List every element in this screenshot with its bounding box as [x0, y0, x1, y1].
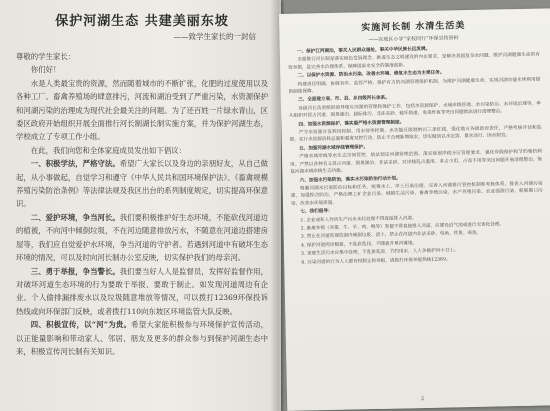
flyer-paragraph: 全面推行河长制是落实绿色发展理念、推进生态文明建设的内在要求，是解决我国复杂水问题、维护河湖健康生命的有效举措，是完善水治理体系、保障国家水安全的制度创新。: [288, 52, 540, 71]
flyer-section-heading: 五、加强河湖水域岸线管理保护。: [298, 145, 368, 152]
letter-point-heading: 四、积极宣传，以“河”为贵。: [30, 320, 132, 330]
flyer-subtitle: ——东坡区小学“家校同行”环保宣传资料: [368, 35, 459, 44]
flyer-section-heading: 七、我们倡导：: [300, 209, 333, 215]
flyer-paragraph: 严守水资源开发利用控制、用水效率控制、水功能区限制纳污三条红线，强化地方各级政府责任，严格考核评估和监督。实行水资源消耗总量和强度双控行动，防止不合理新增取水，切实做到以水定需、量水而行、因水制宜。: [289, 125, 542, 144]
flyer-paragraph: 3. 禁止在河道管理范围内倾倒垃圾、渣土，禁止在河道内非法采砂、电鱼、炸鱼、毒鱼。: [300, 231, 482, 240]
letter-body: [16, 8, 268, 358]
flyer-paragraph: 1. 企业或私人作坊生产污水未经处理不得直接排入河道。: [300, 215, 417, 224]
flyer-paragraph: 5. 家庭生活污水应集中处理，不乱排乱放，节约用水，人人争做护河小卫士。: [301, 248, 459, 257]
flyer-body: [287, 17, 544, 268]
letter-point-heading: 三、勇于举报，争当警长。: [30, 266, 120, 276]
flyer-section-heading: 四、加强水资源保护，落实最严格水资源管理制度。: [298, 120, 405, 128]
letter-point-text: 我们要当好人人是监督员，发挥好监督作用，对破坏河道生态环境的行为要敢于举报、要敢于制止。如发现河道周边有企业、个人偷排漏排废水以及垃圾随意堆放等情况，可以拨打12369环保投诉热线或向环保部门反映，或者拨打110向东坡区环境监管大队反映。: [16, 266, 268, 316]
flyer-section-heading: 二、以保护水资源、防治水污染、改善水环境、修复水生态为主要任务。: [297, 70, 445, 79]
flyer-section-heading: 三、全面建立省、市、县、乡四级河长体系。: [297, 96, 390, 104]
flyer-paragraph: 6. 污染河道的行为人人都有权制止和举报，请拨打环保举报热线12369。: [301, 257, 451, 266]
letter-point-heading: 二、爱护环境，争当河长。: [30, 212, 120, 222]
letter-point-text: 希望广大家长以及身边的亲朋好友，从自己做起，从小事做起，自觉学习和遵守《中华人民共和国环境保护法》、《畜禽规模养殖污染防治条例》等法律法规及我区出台的系列制度规定，切实提高环保意识。: [16, 159, 268, 209]
flyer-section-heading: 一、保护江河湖泊，事关人民群众福祉，事关中华民族长远发展。: [296, 46, 431, 55]
letter-point-heading: 一、积极学法，严格守法。: [30, 159, 120, 169]
page-number: 2: [420, 396, 425, 403]
flyer-paragraph: 各级河长负责组织领导相应河湖的管理和保护工作，包括水资源保护、水域岸线管理、水污染防治、水环境治理等，牵头组织对侵占河道、围垦湖泊、超标排污、非法采砂、破坏航道、电毒炸鱼等突出问题依法进行清理整治。: [289, 101, 541, 120]
letter-intro: 水是人类最宝贵的资源，然而随着城市的不断扩张，化肥的过度使用以及各种工厂、畜禽养殖场的肆意排污，河流和湖泊受到了严重污染，水资源保护和河湖污染的治理成为现代社会最关注的问题。为了还百姓一片绿水青山，区委区政府开始组织开展全面推行河长制湖长制实施方案，并为保护河湖生态，学校成立了专项工作小组。: [16, 78, 268, 142]
flyer-paragraphs: [288, 44, 545, 267]
flyer-paragraph: 4. 保护河道两岸植被，不乱砍乱伐，不随意开垦河滩地。: [300, 240, 418, 249]
flyer-paragraph: 明确河湖水污染防治目标和任务，统筹水上、岸上污染治理，完善入河湖排污管控机制和考核体系。排查入河湖污染源，加强综合防治，严格治理工矿企业污染、城镇生活污染、畜禽养殖污染、水产养殖污染、农业面源污染、船舶港口污染，改善水环境质量。: [290, 181, 543, 207]
flyer-page-right: [279, 8, 550, 411]
letter-point: [16, 211, 268, 265]
flyer-paragraph: 严格水域岸线等水生态空间管控，依法划定河湖管理范围。落实规划岸线分区管理要求，强化岸线保护和节约集约利用。严禁以各种名义侵占河道、围垦湖泊、非法采砂，对岸线乱占滥用、多占少用、占而不用等突出问题开展清理整治，恢复河湖水域岸线生态功能。: [290, 149, 543, 175]
flyer-paragraph: 构建责任明确、协调有序、监管严格、保护有力的河湖管理保护机制，为维护河湖健康生命、实现河湖功能永续利用提供制度保障。: [288, 77, 541, 95]
letter-point: [16, 157, 268, 211]
letter-call: 在此，我们向您和全体家庭成员发出如下倡议：: [30, 145, 187, 155]
letter-hello: 你们好！: [30, 65, 61, 75]
flyer-paragraph: 2. 畜禽养殖（养猪、牛、羊、鸡、鸭等）粪便不得直接排入河道，应建设沼气池或进行无害化处理。: [300, 222, 505, 232]
letter-title: 保护河湖生态 共建美丽东坡: [55, 14, 229, 29]
letter-point-text: 希望大家能积极参与环境保护宣传活动，以正能量影响和带动家人、邻居、朋友及更多的群众参与到保护河湖生态中来，积极宣传河长制有关知识。: [16, 320, 268, 356]
letter-point: [16, 318, 268, 358]
flyer-title: 实施河长制 水清生活美: [361, 21, 466, 34]
letter-point-text: 我们要积极推护好生态环境，不能砍伐河道边的植被，不向河中倾倒垃圾，不在河边随意排放污水，不随意在河道边搭建房屋等，我们应自觉爱护水环境，争当河道的守护者。若遇到河道中有破坏生态环境的情况，可以及时向河长制办公室反映，切实保护我们的母亲河。: [16, 212, 268, 263]
flyer-section-heading: 六、加强水污染防治，落实水污染防治行动计划。: [299, 175, 401, 184]
letter-point: [16, 265, 268, 319]
letter-subtitle: ——致学生家长的一封信: [173, 32, 256, 41]
letter-points: [16, 157, 268, 358]
letter-greeting: 尊敬的学生家长：: [16, 52, 76, 61]
